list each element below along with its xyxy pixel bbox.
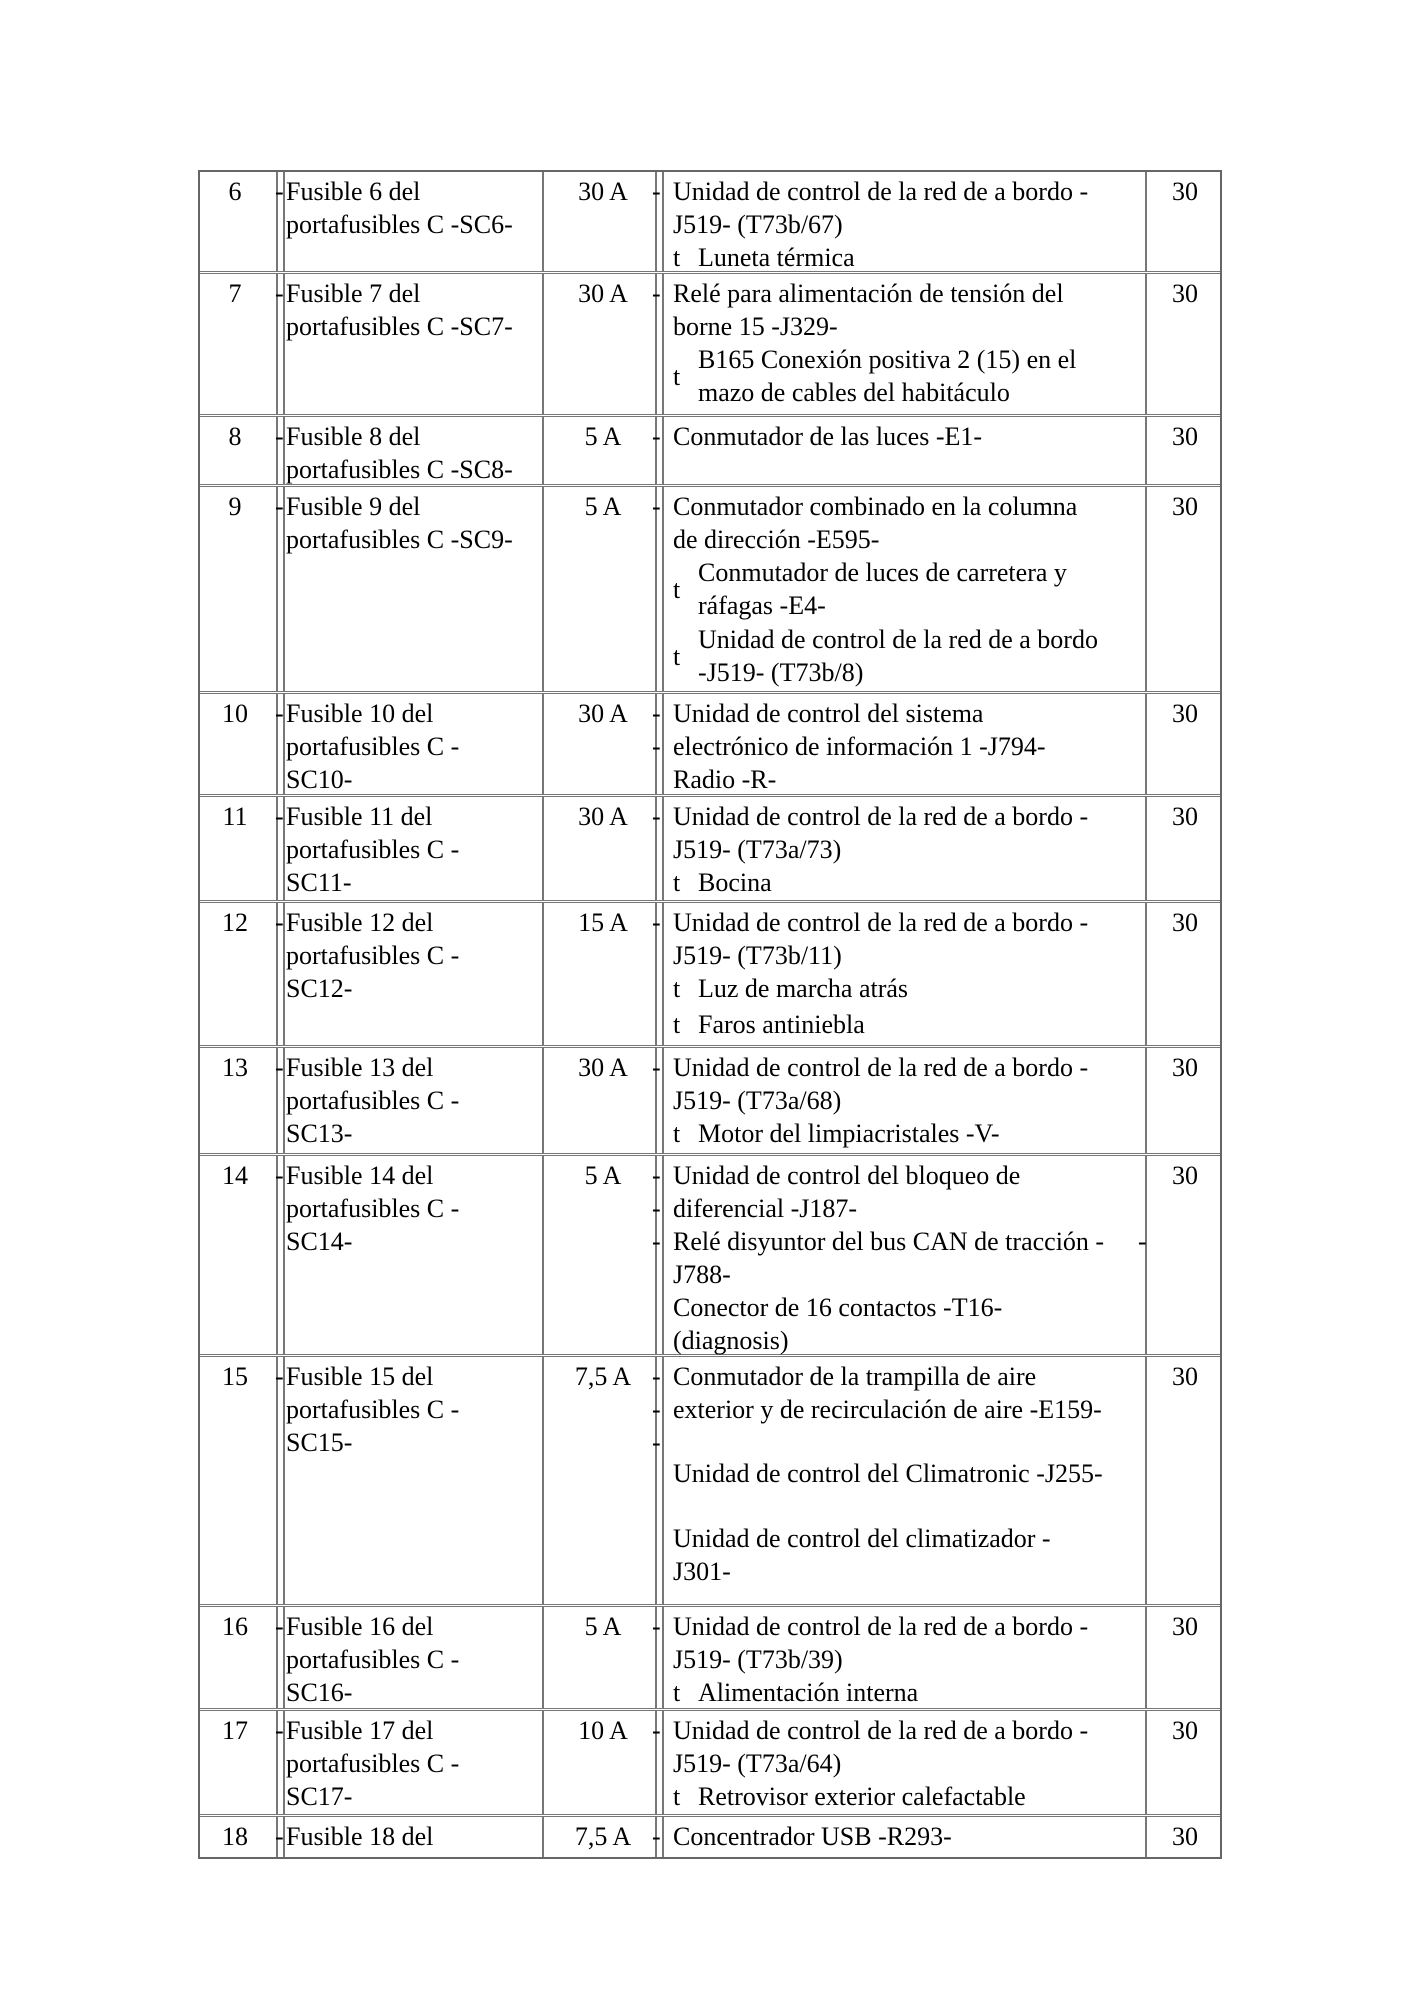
dash-mark: - — [652, 732, 661, 761]
fuse-name-line: Fusible 12 del — [286, 908, 434, 937]
component-description-line: exterior y de recirculación de aire -E159- — [673, 1395, 1102, 1424]
dash-mark: - — [275, 177, 284, 206]
column-divider — [1145, 1607, 1147, 1708]
sub-component-line: Unidad de control de la red de a bordo — [698, 625, 1098, 654]
table-row — [200, 1357, 1220, 1607]
sub-component-line: Luz de marcha atrás — [698, 974, 909, 1003]
table-row — [200, 1607, 1220, 1711]
fuse-number: 15 — [222, 1362, 248, 1391]
dash-mark: - — [275, 699, 284, 728]
column-divider — [542, 487, 544, 691]
component-description-line: borne 15 -J329- — [673, 312, 838, 341]
column-divider — [542, 417, 544, 484]
fuse-number: 7 — [228, 279, 242, 308]
fuse-name-line: Fusible 18 del — [286, 1822, 434, 1851]
fuse-name-line: Fusible 9 del — [286, 492, 421, 521]
column-divider — [542, 903, 544, 1045]
column-divider — [542, 274, 544, 414]
fuse-name-line: portafusibles C -SC6- — [286, 210, 513, 239]
amperage: 30 A — [578, 279, 628, 308]
fuse-number: 9 — [228, 492, 242, 521]
component-description-line: J519- (T73a/73) — [673, 835, 842, 864]
component-description-line: Unidad de control del sistema — [673, 699, 984, 728]
terminal-value: 30 — [1172, 1822, 1198, 1851]
amperage: 5 A — [584, 422, 622, 451]
fuse-name-line: portafusibles C - — [286, 835, 460, 864]
column-divider — [1145, 797, 1147, 900]
sub-component-line: Bocina — [698, 868, 772, 897]
bullet-marker: t — [673, 1010, 681, 1039]
column-divider — [542, 1357, 544, 1604]
component-description-line: J301- — [673, 1557, 731, 1586]
fuse-number: 13 — [222, 1053, 248, 1082]
component-description-line: Relé disyuntor del bus CAN de tracción - — [673, 1227, 1105, 1256]
fuse-name-line: SC11- — [286, 868, 352, 897]
sub-component-line: ráfagas -E4- — [698, 591, 826, 620]
column-divider — [542, 172, 544, 271]
dash-mark: - — [275, 1362, 284, 1391]
component-description-line: Unidad de control de la red de a bordo - — [673, 1053, 1089, 1082]
column-divider — [1145, 487, 1147, 691]
fuse-name-line: Fusible 8 del — [286, 422, 421, 451]
dash-mark: - — [275, 1612, 284, 1641]
column-divider — [542, 797, 544, 900]
dash-mark: - — [652, 1161, 661, 1190]
fuse-name-line: Fusible 14 del — [286, 1161, 434, 1190]
terminal-value: 30 — [1172, 1362, 1198, 1391]
table-row — [200, 417, 1220, 487]
amperage: 5 A — [584, 492, 622, 521]
amperage: 30 A — [578, 699, 628, 728]
column-divider — [1145, 903, 1147, 1045]
column-divider — [542, 1156, 544, 1354]
column-divider — [542, 1817, 544, 1857]
dash-mark: - — [275, 422, 284, 451]
terminal-value: 30 — [1172, 1053, 1198, 1082]
sub-component-line: Motor del limpiacristales -V- — [698, 1119, 1000, 1148]
dash-mark: - — [652, 1716, 661, 1745]
column-divider — [662, 417, 664, 484]
column-divider — [662, 1711, 664, 1814]
bullet-marker: t — [673, 1119, 681, 1148]
table-row — [200, 1711, 1220, 1817]
column-divider — [1145, 417, 1147, 484]
fuse-name-line: portafusibles C - — [286, 1645, 460, 1674]
component-description-line: Conector de 16 contactos -T16- — [673, 1293, 1003, 1322]
amperage: 30 A — [578, 1053, 628, 1082]
table-row — [200, 1817, 1220, 1857]
bullet-marker: t — [673, 868, 681, 897]
dash-mark: - — [275, 492, 284, 521]
column-divider — [662, 1048, 664, 1153]
terminal-value: 30 — [1172, 279, 1198, 308]
dash-mark: - — [652, 802, 661, 831]
column-divider — [662, 1817, 664, 1857]
dash-mark: - — [275, 1053, 284, 1082]
dash-mark: - — [275, 1161, 284, 1190]
column-divider — [662, 487, 664, 691]
dash-mark: - — [1138, 1227, 1147, 1256]
dash-mark: - — [652, 1612, 661, 1641]
dash-mark: - — [652, 1395, 661, 1424]
component-description-line: J519- (T73b/39) — [673, 1645, 843, 1674]
fuse-number: 18 — [222, 1822, 248, 1851]
column-divider — [542, 694, 544, 794]
component-description-line: Radio -R- — [673, 765, 777, 794]
fuse-name-line: Fusible 10 del — [286, 699, 434, 728]
component-description-line: electrónico de información 1 -J794- — [673, 732, 1046, 761]
dash-mark: - — [652, 1194, 661, 1223]
component-description-line: J519- (T73b/67) — [673, 210, 843, 239]
sub-component-line: mazo de cables del habitáculo — [698, 378, 1010, 407]
dash-mark: - — [652, 492, 661, 521]
table-row — [200, 172, 1220, 274]
column-divider — [1145, 1711, 1147, 1814]
dash-mark: - — [652, 1428, 661, 1457]
fuse-number: 16 — [222, 1612, 248, 1641]
component-description-line: Unidad de control del climatizador - — [673, 1524, 1051, 1553]
fuse-name-line: Fusible 15 del — [286, 1362, 434, 1391]
component-description-line: Concentrador USB -R293- — [673, 1822, 952, 1851]
sub-component-line: Alimentación interna — [698, 1678, 919, 1707]
bullet-marker: t — [673, 1782, 681, 1811]
amperage: 7,5 A — [574, 1822, 632, 1851]
table-row — [200, 487, 1220, 694]
fuse-name-line: SC10- — [286, 765, 353, 794]
fuse-name-line: SC14- — [286, 1227, 353, 1256]
component-description-line: Relé para alimentación de tensión del — [673, 279, 1064, 308]
component-description-line: Conmutador de las luces -E1- — [673, 422, 983, 451]
bullet-marker: t — [673, 641, 681, 671]
amperage: 5 A — [584, 1612, 622, 1641]
component-description-line: de dirección -E595- — [673, 525, 880, 554]
sub-component-line: Faros antiniebla — [698, 1010, 865, 1039]
table-row — [200, 274, 1220, 417]
fuse-name-line: SC15- — [286, 1428, 353, 1457]
amperage: 30 A — [578, 177, 628, 206]
dash-mark: - — [652, 422, 661, 451]
fuse-name-line: portafusibles C -SC7- — [286, 312, 513, 341]
component-description-line: J519- (T73a/68) — [673, 1086, 842, 1115]
fuse-number: 6 — [228, 177, 242, 206]
fuse-table — [198, 170, 1222, 1859]
fuse-name-line: portafusibles C - — [286, 732, 460, 761]
fuse-name-line: SC16- — [286, 1678, 353, 1707]
sub-component-line: B165 Conexión positiva 2 (15) en el — [698, 345, 1077, 374]
fuse-name-line: Fusible 16 del — [286, 1612, 434, 1641]
dash-mark: - — [652, 908, 661, 937]
dash-mark: - — [275, 908, 284, 937]
fuse-name-line: Fusible 17 del — [286, 1716, 434, 1745]
fuse-name-line: SC13- — [286, 1119, 353, 1148]
fuse-name-line: portafusibles C - — [286, 1749, 460, 1778]
fuse-number: 17 — [222, 1716, 248, 1745]
column-divider — [662, 903, 664, 1045]
bullet-marker: t — [673, 574, 681, 604]
fuse-name-line: portafusibles C - — [286, 1395, 460, 1424]
column-divider — [1145, 274, 1147, 414]
column-divider — [1145, 694, 1147, 794]
bullet-marker: t — [673, 1678, 681, 1707]
fuse-name-line: SC12- — [286, 974, 353, 1003]
fuse-name-line: Fusible 6 del — [286, 177, 421, 206]
component-description-line: Conmutador de la trampilla de aire — [673, 1362, 1037, 1391]
component-description-line: Unidad de control de la red de a bordo - — [673, 908, 1089, 937]
bullet-marker: t — [673, 243, 681, 272]
dash-mark: - — [275, 802, 284, 831]
terminal-value: 30 — [1172, 177, 1198, 206]
dash-mark: - — [652, 279, 661, 308]
dash-mark: - — [275, 279, 284, 308]
terminal-value: 30 — [1172, 1161, 1198, 1190]
bullet-marker: t — [673, 361, 681, 391]
dash-mark: - — [652, 177, 661, 206]
table-row — [200, 1156, 1220, 1357]
amperage: 10 A — [578, 1716, 628, 1745]
column-divider — [662, 1607, 664, 1708]
fuse-name-line: portafusibles C - — [286, 1086, 460, 1115]
dash-mark: - — [652, 1227, 661, 1256]
column-divider — [276, 1357, 278, 1604]
component-description-line: Unidad de control del bloqueo de — [673, 1161, 1021, 1190]
amperage: 5 A — [584, 1161, 622, 1190]
component-description-line: J519- (T73a/64) — [673, 1749, 842, 1778]
fuse-number: 11 — [222, 802, 248, 831]
component-description-line: Unidad de control de la red de a bordo - — [673, 1612, 1089, 1641]
component-description-line: Unidad de control del Climatronic -J255- — [673, 1459, 1103, 1488]
column-divider — [542, 1048, 544, 1153]
table-row — [200, 797, 1220, 903]
fuse-name-line: Fusible 7 del — [286, 279, 421, 308]
component-description-line: Conmutador combinado en la columna — [673, 492, 1078, 521]
component-description-line: J519- (T73b/11) — [673, 941, 842, 970]
component-description-line: Unidad de control de la red de a bordo - — [673, 1716, 1089, 1745]
terminal-value: 30 — [1172, 908, 1198, 937]
table-row — [200, 903, 1220, 1048]
terminal-value: 30 — [1172, 492, 1198, 521]
column-divider — [662, 797, 664, 900]
sub-component-line: Conmutador de luces de carretera y — [698, 558, 1067, 587]
dash-mark: - — [652, 1822, 661, 1851]
column-divider — [1145, 1817, 1147, 1857]
dash-mark: - — [652, 1053, 661, 1082]
amperage: 15 A — [578, 908, 628, 937]
column-divider — [1145, 1048, 1147, 1153]
column-divider — [542, 1711, 544, 1814]
column-divider — [542, 1607, 544, 1708]
dash-mark: - — [275, 1716, 284, 1745]
fuse-name-line: Fusible 11 del — [286, 802, 433, 831]
table-row — [200, 694, 1220, 797]
fuse-name-line: portafusibles C - — [286, 941, 460, 970]
component-description-line: (diagnosis) — [673, 1326, 789, 1355]
column-divider — [1145, 1357, 1147, 1604]
component-description-line: diferencial -J187- — [673, 1194, 858, 1223]
fuse-number: 12 — [222, 908, 248, 937]
terminal-value: 30 — [1172, 1612, 1198, 1641]
component-description-line: Unidad de control de la red de a bordo - — [673, 802, 1089, 831]
sub-component-line: Retrovisor exterior calefactable — [698, 1782, 1026, 1811]
column-divider — [283, 1357, 285, 1604]
fuse-name-line: portafusibles C - — [286, 1194, 460, 1223]
column-divider — [662, 172, 664, 271]
bullet-marker: t — [673, 974, 681, 1003]
terminal-value: 30 — [1172, 699, 1198, 728]
table-row — [200, 1048, 1220, 1156]
fuse-name-line: SC17- — [286, 1782, 353, 1811]
terminal-value: 30 — [1172, 1716, 1198, 1745]
fuse-number: 8 — [228, 422, 242, 451]
fuse-number: 10 — [222, 699, 248, 728]
dash-mark: - — [275, 1822, 284, 1851]
fuse-name-line: portafusibles C -SC9- — [286, 525, 513, 554]
component-description-line: Unidad de control de la red de a bordo - — [673, 177, 1089, 206]
sub-component-line: -J519- (T73b/8) — [698, 658, 864, 687]
terminal-value: 30 — [1172, 802, 1198, 831]
fuse-name-line: portafusibles C -SC8- — [286, 455, 513, 484]
sub-component-line: Luneta térmica — [698, 243, 855, 272]
column-divider — [662, 694, 664, 794]
dash-mark: - — [652, 1362, 661, 1391]
terminal-value: 30 — [1172, 422, 1198, 451]
component-description-line: J788- — [673, 1260, 731, 1289]
amperage: 30 A — [578, 802, 628, 831]
column-divider — [662, 274, 664, 414]
column-divider — [662, 1357, 664, 1604]
amperage: 7,5 A — [574, 1362, 632, 1391]
fuse-number: 14 — [222, 1161, 248, 1190]
dash-mark: - — [652, 699, 661, 728]
column-divider — [1145, 172, 1147, 271]
column-divider — [662, 1156, 664, 1354]
fuse-name-line: Fusible 13 del — [286, 1053, 434, 1082]
